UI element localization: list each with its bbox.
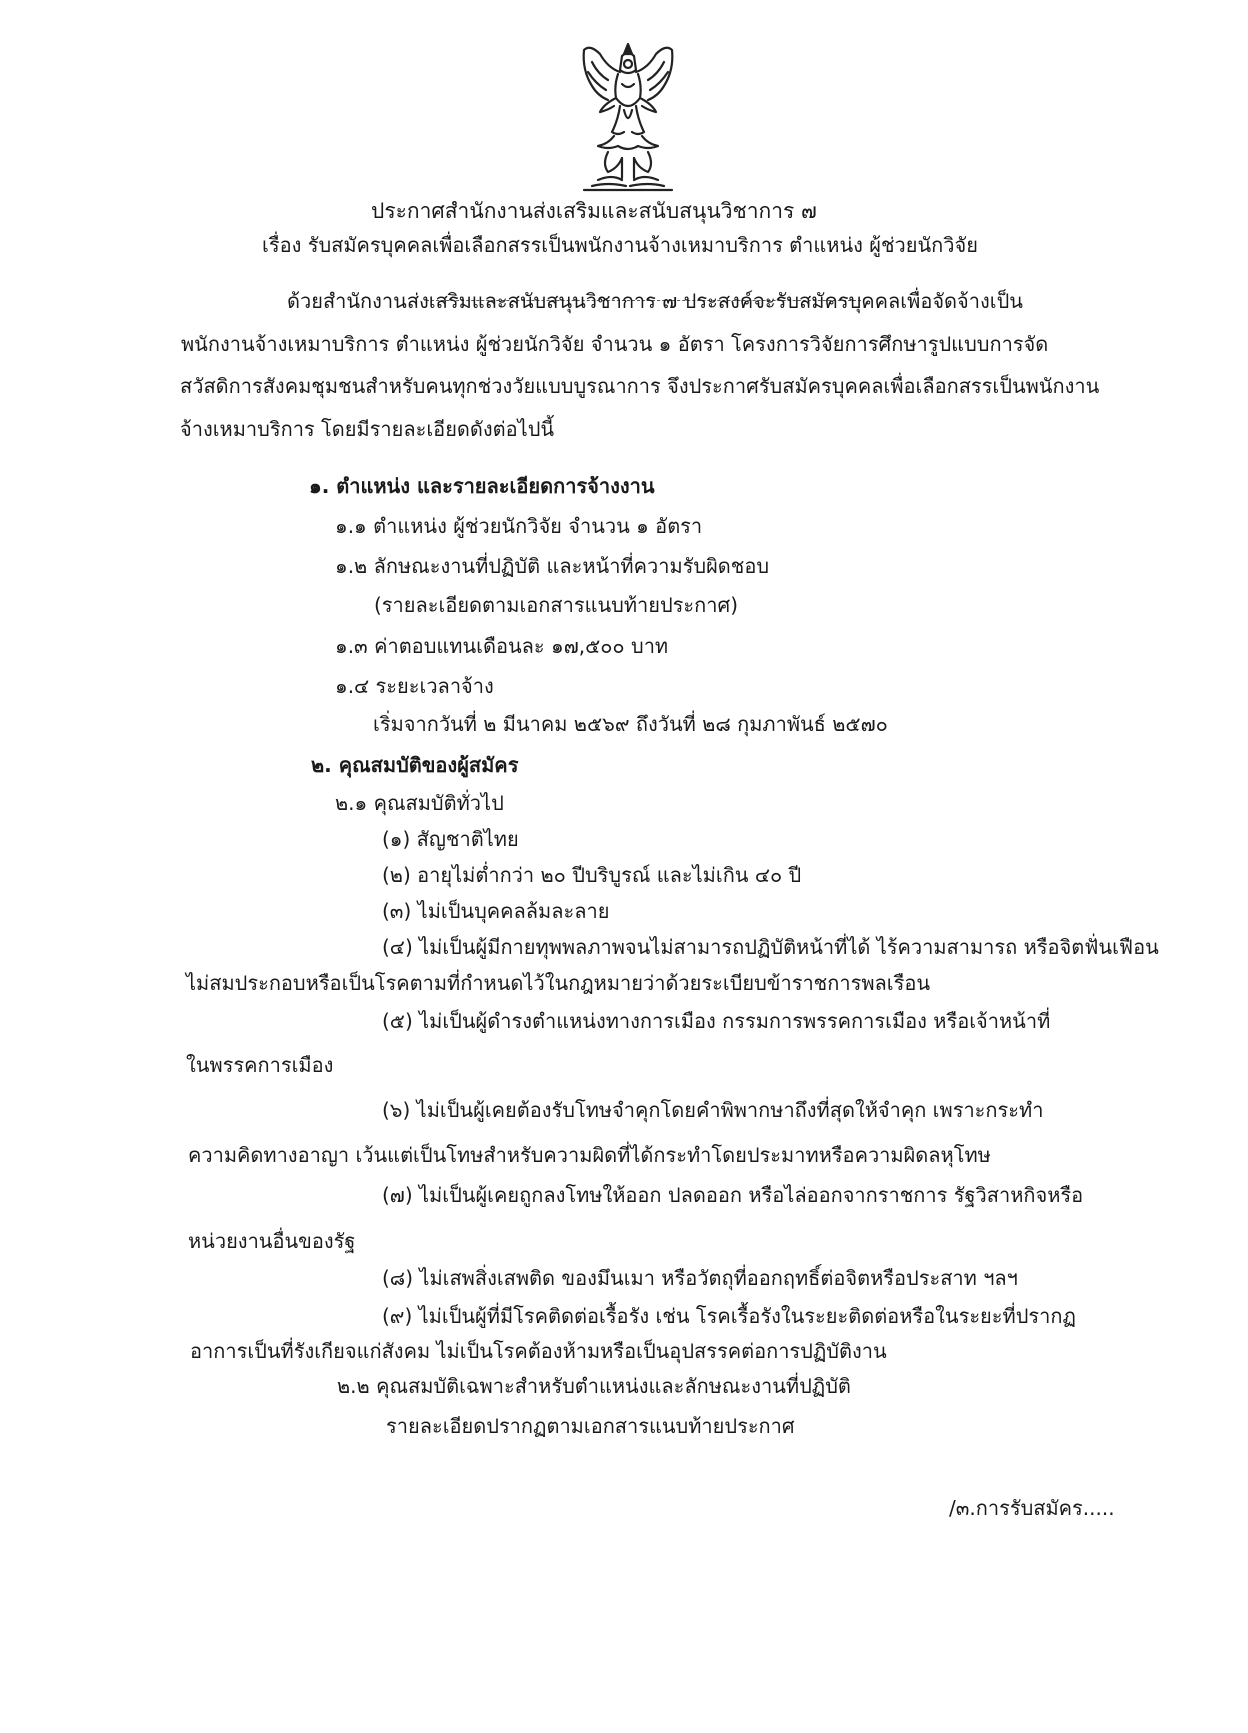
section-2-sub-1: ๒.๑ คุณสมบัติทั่วไป [335, 791, 504, 815]
intro-line-3: สวัสดิการสังคมชุมชนสำหรับคนทุกช่วงวัยแบบบูรณาการ จึงประกาศรับสมัครบุคคลเพื่อเลือกสรรเป็นพนักงาน [180, 374, 1100, 398]
qualification-4-line-2: ไม่สมประกอบหรือเป็นโรคตามที่กำหนดไว้ในกฎหมายว่าด้วยระเบียบข้าราชการพลเรือน [186, 971, 931, 995]
qualification-3: (๓) ไม่เป็นบุคคลล้มละลาย [382, 899, 610, 923]
section-2-heading: ๒. คุณสมบัติของผู้สมัคร [311, 753, 519, 777]
announcement-subject: เรื่อง รับสมัครบุคคลเพื่อเลือกสรรเป็นพนักงานจ้างเหมาบริการ ตำแหน่ง ผู้ช่วยนักวิจัย [262, 233, 978, 257]
section-1-item-3: ๑.๓ ค่าตอบแทนเดือนละ ๑๗,๕๐๐ บาท [335, 634, 669, 658]
qualification-8: (๘) ไม่เสพสิ่งเสพติด ของมึนเมา หรือวัตถุที่ออกฤทธิ์ต่อจิตหรือประสาท ฯลฯ [382, 1266, 1018, 1290]
intro-line-4: จ้างเหมาบริการ โดยมีรายละเอียดดังต่อไปนี้ [180, 417, 555, 441]
qualification-2: (๒) อายุไม่ต่ำกว่า ๒๐ ปีบริบูรณ์ และไม่เกิน ๔๐ ปี [382, 863, 802, 887]
qualification-6-line-1: (๖) ไม่เป็นผู้เคยต้องรับโทษจำคุกโดยคำพิพากษาถึงที่สุดให้จำคุก เพราะกระทำ [382, 1098, 1044, 1122]
section-1-item-4: ๑.๔ ระยะเวลาจ้าง [335, 674, 494, 698]
qualification-1: (๑) สัญชาติไทย [382, 827, 519, 851]
section-1-heading: ๑. ตำแหน่ง และรายละเอียดการจ้างงาน [309, 474, 655, 498]
qualification-9-line-2: อาการเป็นที่รังเกียจแก่สังคม ไม่เป็นโรคต้องห้ามหรือเป็นอุปสรรคต่อการปฏิบัติงาน [190, 1339, 887, 1363]
announcement-title: ประกาศสำนักงานส่งเสริมและสนับสนุนวิชาการ ๗ [371, 199, 817, 223]
section-1-item-2: ๑.๒ ลักษณะงานที่ปฏิบัติ และหน้าที่ความรับผิดชอบ [335, 554, 770, 578]
section-2-sub-2: ๒.๒ คุณสมบัติเฉพาะสำหรับตำแหน่งและลักษณะงานที่ปฏิบัติ [337, 1374, 851, 1398]
qualification-4-line-1: (๔) ไม่เป็นผู้มีกายทุพพลภาพจนไม่สามารถปฏิบัติหน้าที่ได้ ไร้ความสามารถ หรือจิตฟั่นเฟือน [382, 935, 1159, 959]
qualification-5-line-1: (๕) ไม่เป็นผู้ดำรงตำแหน่งทางการเมือง กรรมการพรรคการเมือง หรือเจ้าหน้าที่ [382, 1009, 1051, 1033]
intro-line-1: ด้วยสำนักงานส่งเสริมและสนับสนุนวิชาการ ๗ ประสงค์จะรับสมัครบุคคลเพื่อจัดจ้างเป็น [287, 289, 1023, 313]
page-continuation: /๓.การรับสมัคร..... [949, 1496, 1115, 1520]
qualification-5-line-2: ในพรรคการเมือง [186, 1053, 334, 1077]
garuda-emblem [578, 40, 678, 192]
qualification-7-line-1: (๗) ไม่เป็นผู้เคยถูกลงโทษให้ออก ปลดออก หรือไล่ออกจากราชการ รัฐวิสาหกิจหรือ [382, 1183, 1084, 1207]
qualification-9-line-1: (๙) ไม่เป็นผู้ที่มีโรคติดต่อเรื้อรัง เช่น โรคเรื้อรังในระยะติดต่อหรือในระยะที่ปรากฏ [382, 1304, 1076, 1328]
section-1-item-1: ๑.๑ ตำแหน่ง ผู้ช่วยนักวิจัย จำนวน ๑ อัตรา [335, 514, 703, 538]
intro-line-2: พนักงานจ้างเหมาบริการ ตำแหน่ง ผู้ช่วยนักวิจัย จำนวน ๑ อัตรา โครงการวิจัยการศึกษารูปแบบการจัด [181, 332, 1049, 356]
qualification-6-line-2: ความคิดทางอาญา เว้นแต่เป็นโทษสำหรับความผิดที่ได้กระทำโดยประมาทหรือความผิดลหุโทษ [188, 1143, 991, 1167]
section-2-sub-2-detail: รายละเอียดปรากฏตามเอกสารแนบท้ายประกาศ [386, 1414, 795, 1438]
qualification-7-line-2: หน่วยงานอื่นของรัฐ [188, 1229, 356, 1253]
section-1-item-4-detail: เริ่มจากวันที่ ๒ มีนาคม ๒๕๖๙ ถึงวันที่ ๒๘ กุมภาพันธ์ ๒๕๗๐ [373, 712, 888, 736]
section-1-item-2-detail: (รายละเอียดตามเอกสารแนบท้ายประกาศ) [374, 593, 738, 617]
